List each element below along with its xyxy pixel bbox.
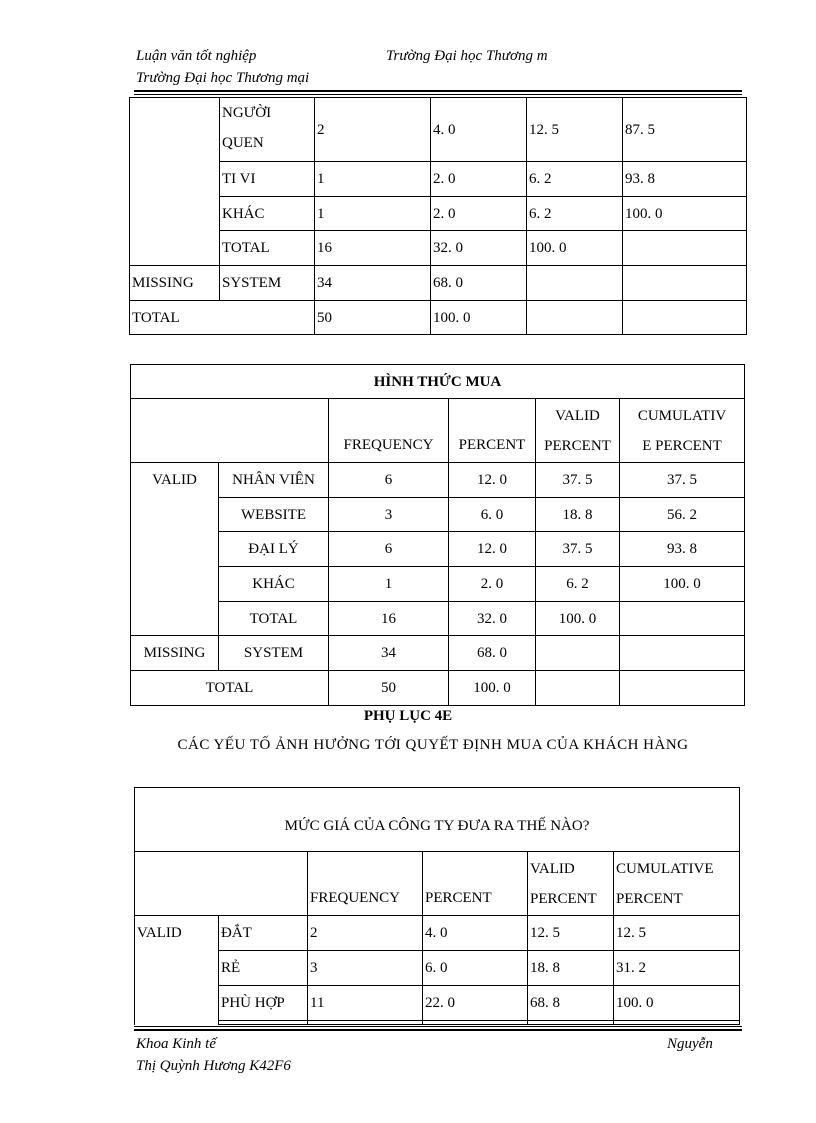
row-label: ĐẠI LÝ	[219, 532, 329, 567]
cell-frequency: 34	[315, 266, 431, 301]
col-cum-line1: CUMULATIV	[637, 407, 727, 424]
total-label: TOTAL	[131, 671, 329, 706]
cell-percent: 12. 0	[449, 532, 536, 567]
cell-frequency: 6	[329, 532, 449, 567]
row-label: KHÁC	[220, 197, 315, 231]
cell-percent: 32. 0	[449, 602, 536, 636]
total-label: TOTAL	[130, 301, 315, 335]
table-title: MỨC GIÁ CỦA CÔNG TY ĐƯA RA THẾ NÀO?	[135, 788, 740, 852]
cell-frequency: 3	[308, 951, 423, 986]
cell-cumulative: 87. 5	[623, 98, 747, 162]
cell-percent: 4. 0	[423, 916, 528, 951]
cell-valid-percent: 12. 5	[528, 916, 614, 951]
table-row	[135, 951, 740, 986]
row-label: ĐẮT	[219, 916, 308, 951]
footer-right-line1: Nguyễn	[667, 1036, 713, 1052]
cell-cumulative	[623, 231, 747, 266]
cell-frequency: 2	[315, 98, 431, 162]
table-header-row	[135, 852, 740, 916]
footer-rule	[134, 1029, 742, 1031]
col-valid-line1: VALID	[555, 407, 600, 424]
table-header-row	[131, 399, 745, 463]
table-row	[130, 162, 747, 197]
col-frequency: FREQUENCY	[308, 852, 423, 916]
cell-percent: 68. 0	[449, 636, 536, 671]
table-row	[131, 532, 745, 567]
header-rule	[134, 90, 742, 92]
table-hinh-thuc-mua	[130, 364, 745, 706]
col-percent: PERCENT	[449, 399, 536, 463]
cell-valid-percent: 68. 8	[528, 986, 614, 1021]
table-row	[135, 986, 740, 1021]
cell-frequency: 6	[329, 463, 449, 498]
cell-percent: 6. 0	[449, 498, 536, 532]
cell-percent: 100. 0	[449, 671, 536, 706]
cell-valid-percent: 37. 5	[536, 463, 620, 498]
table-title-row	[131, 365, 745, 399]
cell-valid-percent: 37. 5	[536, 532, 620, 567]
cell-frequency: 11	[308, 986, 423, 1021]
cell-cumulative	[620, 602, 745, 636]
appendix-title: PHỤ LỤC 4E	[363, 708, 453, 724]
cell-frequency: 2	[308, 916, 423, 951]
table-row	[131, 671, 745, 706]
cell-valid-percent: 18. 8	[536, 498, 620, 532]
system-label: SYSTEM	[220, 266, 315, 301]
cell-percent: 6. 0	[423, 951, 528, 986]
cell-percent: 2. 0	[449, 567, 536, 602]
table-row-cut	[135, 1021, 740, 1025]
cell-valid-percent: 6. 2	[536, 567, 620, 602]
cell-percent: 100. 0	[431, 301, 527, 335]
col-cum-line1: CUMULATIVE	[616, 860, 714, 877]
cell-frequency: 1	[315, 197, 431, 231]
table-title-row	[135, 788, 740, 852]
cell-percent: 32. 0	[431, 231, 527, 266]
footer-left-line2: Thị Quỳnh Hương K42F6	[136, 1058, 291, 1074]
cell-valid-percent: 100. 0	[536, 602, 620, 636]
cell-frequency: 1	[315, 162, 431, 197]
cell-frequency: 16	[329, 602, 449, 636]
cell-frequency: 50	[315, 301, 431, 335]
table-row	[131, 602, 745, 636]
table-row	[131, 567, 745, 602]
cell-percent: 12. 0	[449, 463, 536, 498]
table-row	[135, 916, 740, 951]
system-label: SYSTEM	[219, 636, 329, 671]
cell-valid-percent: 18. 8	[528, 951, 614, 986]
row-label: PHÙ HỢP	[219, 986, 308, 1021]
table-row	[130, 266, 747, 301]
header-left-line2: Trường Đại học Thương mại	[136, 70, 310, 86]
cell-cumulative: 93. 8	[623, 162, 747, 197]
header-rule-thin	[134, 94, 742, 95]
header-right-line1: Trường Đại học Thương m	[386, 48, 548, 64]
table-row	[131, 463, 745, 498]
col-frequency: FREQUENCY	[329, 399, 449, 463]
cell-frequency: 34	[329, 636, 449, 671]
cell-cumulative: 12. 5	[614, 916, 740, 951]
cell-cumulative: 93. 8	[620, 532, 745, 567]
table-continued	[129, 97, 747, 335]
table-row	[130, 197, 747, 231]
cell-valid-percent: 6. 2	[527, 162, 623, 197]
cell-valid-percent: 100. 0	[527, 231, 623, 266]
row-label: KHÁC	[219, 567, 329, 602]
missing-label: MISSING	[131, 636, 219, 671]
footer-left-line1: Khoa Kinh tế	[136, 1036, 217, 1052]
cell-percent: 22. 0	[423, 986, 528, 1021]
cell-cumulative: 100. 0	[620, 567, 745, 602]
valid-label: VALID	[135, 916, 219, 951]
row-label: WEBSITE	[219, 498, 329, 532]
cell-valid-percent: 12. 5	[527, 98, 623, 162]
cell-frequency: 16	[315, 231, 431, 266]
table-title: HÌNH THỨC MUA	[131, 365, 745, 399]
cell-percent: 2. 0	[431, 197, 527, 231]
row-label: TOTAL	[219, 602, 329, 636]
table-row	[130, 301, 747, 335]
cell-percent: 4. 0	[431, 98, 527, 162]
row-label: RẺ	[219, 951, 308, 986]
row-label: NHÂN VIÊN	[219, 463, 329, 498]
col-valid-line2: PERCENT	[530, 890, 597, 907]
col-cum-line2: E PERCENT	[642, 437, 722, 454]
col-cumulative	[614, 852, 740, 916]
col-cumulative	[620, 399, 745, 463]
cell-frequency: 1	[329, 567, 449, 602]
cell-cumulative: 31. 2	[614, 951, 740, 986]
table-muc-gia	[134, 787, 740, 1025]
cell-frequency: 50	[329, 671, 449, 706]
row-label: TI VI	[220, 162, 315, 197]
col-valid-line1: VALID	[530, 860, 575, 877]
row-label: TOTAL	[220, 231, 315, 266]
footer-rule-thin	[134, 1026, 742, 1027]
missing-label: MISSING	[130, 266, 220, 301]
appendix-subtitle: CÁC YẾU TỐ ẢNH HƯỞNG TỚI QUYẾT ĐỊNH MUA CỦA KHÁCH HÀNG	[177, 737, 689, 753]
col-valid-percent	[528, 852, 614, 916]
table-row	[131, 636, 745, 671]
cell-cumulative: 37. 5	[620, 463, 745, 498]
cell-cumulative: 100. 0	[623, 197, 747, 231]
cell-cumulative: 100. 0	[614, 986, 740, 1021]
col-percent: PERCENT	[423, 852, 528, 916]
header-left-line1: Luận văn tốt nghiệp	[136, 48, 257, 64]
col-cum-line2: PERCENT	[616, 890, 683, 907]
table-row	[130, 231, 747, 266]
row-label: NGƯỜI QUEN	[222, 105, 272, 151]
table-row	[130, 98, 747, 162]
cell-cumulative: 56. 2	[620, 498, 745, 532]
col-valid-line2: PERCENT	[544, 437, 611, 454]
col-valid-percent	[536, 399, 620, 463]
cell-frequency: 3	[329, 498, 449, 532]
table-row	[131, 498, 745, 532]
cell-percent: 68. 0	[431, 266, 527, 301]
valid-label: VALID	[131, 463, 219, 498]
cell-valid-percent: 6. 2	[527, 197, 623, 231]
cell-percent: 2. 0	[431, 162, 527, 197]
